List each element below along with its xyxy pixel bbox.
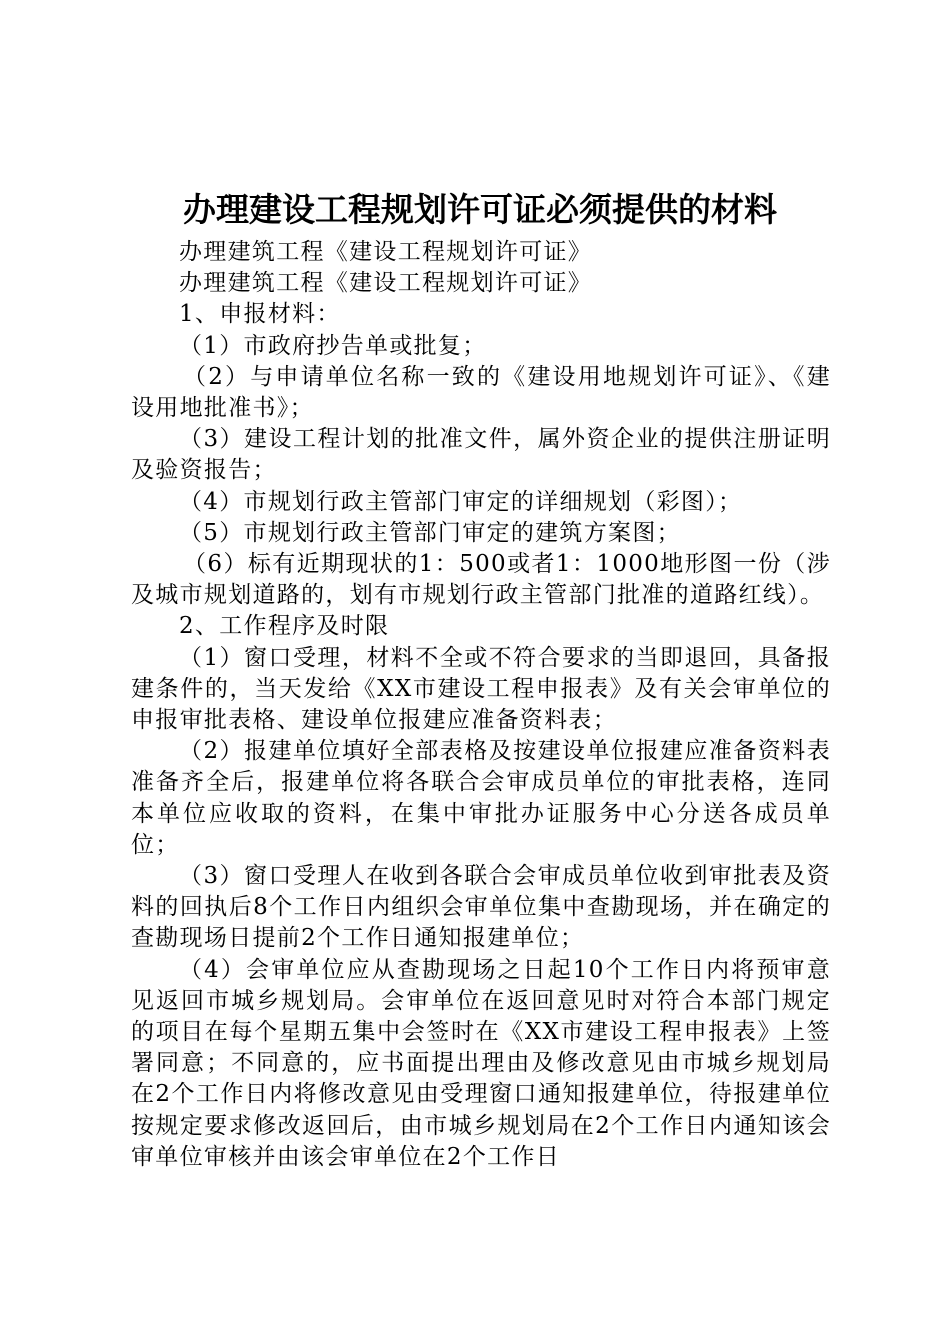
document-body	[131, 237, 831, 1173]
paragraph-item-1: （1）市政府抄告单或批复；	[179, 332, 487, 359]
paragraph-item-6: （6）标有近期现状的1：500或者1：1000地形图一份（涉及城市规划道路的，划有市规划行政主管部门批准的道路红线）。	[131, 551, 831, 609]
section-heading-procedure: 2、工作程序及时限	[179, 613, 390, 640]
section-heading-materials: 1、申报材料：	[179, 301, 341, 328]
paragraph-procedure-2: （2）报建单位填好全部表格及按建设单位报建应准备资料表准备齐全后，报建单位将各联合会审成员单位的审批表格，连同本单位应收取的资料，在集中审批办证服务中心分送各成员单位；	[131, 738, 831, 858]
paragraph-item-4: （4）市规划行政主管部门审定的详细规划（彩图）；	[179, 488, 743, 515]
document-title: 办理建设工程规划许可证必须提供的材料	[183, 190, 777, 229]
paragraph-subtitle-1: 办理建筑工程《建设工程规划许可证》	[179, 239, 593, 265]
paragraph-item-5: （5）市规划行政主管部门审定的建筑方案图；	[179, 519, 681, 546]
paragraph-item-2: （2）与申请单位名称一致的《建设用地规划许可证》、《建设用地批准书》；	[131, 363, 831, 422]
paragraph-subtitle-2: 办理建筑工程《建设工程规划许可证》	[179, 270, 593, 297]
paragraph-procedure-4: （4）会审单位应从查勘现场之日起10个工作日内将预审意见返回市城乡规划局。会审单位在返回意见时对符合本部门规定的项目在每个星期五集中会签时在《XX市建设工程申报表》上签署同意；不同意的，应书面提出理由及修改意见由市城乡规划局在2个工作日内将修改意见由受理窗口通知报建单位，待报建单位按规定要求修改返回后，由市城乡规划局在2个工作日内通知该会审单位审核并由该会审单位在2个工作日	[131, 956, 831, 1170]
paragraph-procedure-1: （1）窗口受理，材料不全或不符合要求的当即退回，具备报建条件的，当天发给《XX市建设工程申报表》及有关会审单位的申报审批表格、建设单位报建应准备资料表；	[131, 644, 831, 734]
paragraph-procedure-3: （3）窗口受理人在收到各联合会审成员单位收到审批表及资料的回执后8个工作日内组织会审单位集中查勘现场，并在确定的查勘现场日提前2个工作日通知报建单位；	[131, 863, 831, 952]
paragraph-item-3: （3）建设工程计划的批准文件，属外资企业的提供注册证明及验资报告；	[131, 426, 831, 484]
